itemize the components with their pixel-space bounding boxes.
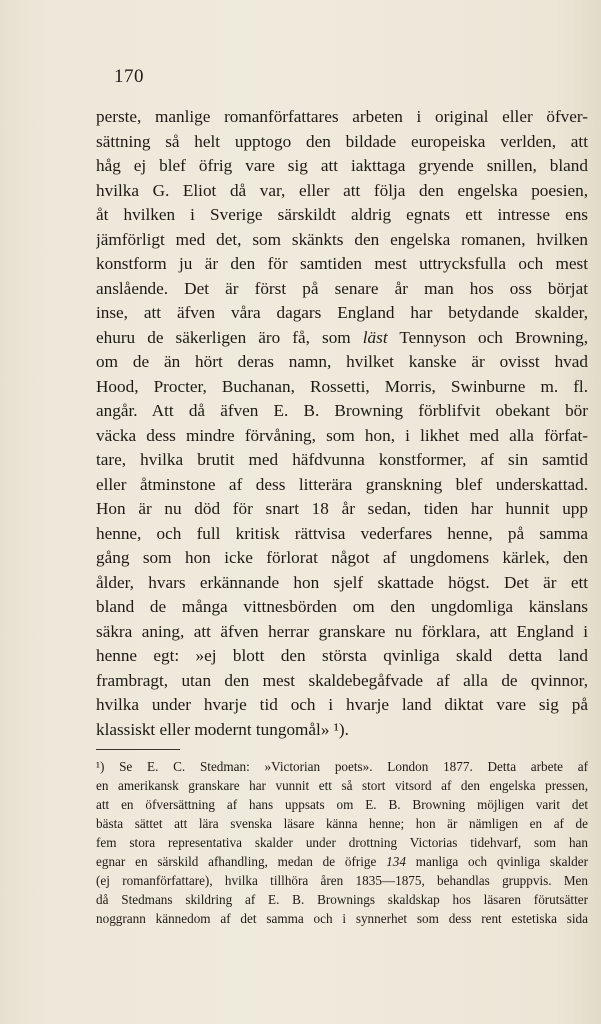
footnote-line: att en öfversättning af hans uppsats om E. B. Browning möjligen varit det [96, 797, 588, 812]
body-line: anslående. Det är först på senare år man hos oss börjat [96, 278, 588, 298]
body-line: hvilka G. Eliot då var, eller att följa den engelska poesien, [96, 180, 588, 200]
footnote-line: (ej romanförfattare), hvilka tillhöra åren 1835—1875, behandlas gruppvis. Men [96, 873, 588, 888]
body-line: Hood, Procter, Buchanan, Rossetti, Morris, Swinburne m. fl. [96, 376, 588, 396]
footnote-line: då Stedmans skildring af E. B. Brownings skaldskap hos läsaren förutsätter [96, 892, 588, 907]
page-number: 170 [114, 66, 144, 87]
body-line: frambragt, utan den mest skaldebegåfvade af alla de qvinnor, [96, 670, 588, 690]
body-line: angår. Att då äfven E. B. Browning förblifvit obekant bör [96, 401, 588, 420]
body-line: väcka dess mindre förvåning, som hon, i likhet med alla förfat- [96, 425, 588, 445]
body-line: eller åtminstone af dess litterära granskning blef underskattad. [96, 474, 588, 494]
body-line: perste, manlige romanförfattares arbeten i original eller öfver- [96, 107, 588, 126]
body-line: konstform ju är den för samtiden mest uttrycksfulla och mest [96, 254, 588, 273]
body-line: hvilka under hvarje tid och i hvarje land diktat vare sig på [96, 695, 588, 714]
body-line: åt hvilken i Sverige särskildt aldrig egnats ett intresse ens [96, 205, 588, 224]
footnote-divider [96, 749, 180, 750]
body-line: om de än hört deras namn, hvilket kanske är ovisst hvad [96, 352, 588, 371]
body-text [96, 105, 588, 742]
body-line: bland de många vittnesbörden om den ungdomliga känslans [96, 597, 588, 616]
body-line: gång som hon icke förlorat något af ungdomens kärlek, den [96, 548, 588, 567]
body-line: säkra aning, att äfven herrar granskare nu förklara, att England i [96, 621, 588, 641]
footnote-line: noggrann kännedom af det samma och i synnerhet som dess rent estetiska sida [96, 911, 588, 926]
footnote-line: fem stora representativa skalder under drottning Victorias tidehvarf, som han [96, 835, 588, 850]
body-line: jämförligt med det, som skänkts den engelska romanen, hvilken [96, 229, 588, 249]
footnotes [96, 757, 588, 928]
footnote-line: bästa sättet att lära svenska läsare känna henne; hon är nämligen en af de [96, 816, 588, 831]
body-line: Hon är nu död för snart 18 år sedan, tiden har hunnit upp [96, 499, 588, 518]
body-line: henne egt: »ej blott den största qvinliga skald detta land [96, 646, 588, 665]
body-line: tare, hvilka brutit med häfdvunna konstformer, af sin samtid [96, 450, 588, 469]
footnote-line: ¹) Se E. C. Stedman: »Victorian poets». London 1877. Detta arbete af [96, 759, 588, 774]
footnote-line: en amerikansk granskare har vunnit ett så stort vitsord af den engelska pressen, [96, 778, 588, 793]
body-line: klassiskt eller modernt tungomål» ¹). [96, 719, 349, 739]
body-line: ålder, hvars erkännande hon sjelf skattade högst. Det är ett [96, 572, 588, 592]
body-line: håg ej blef öfrig vare sig att iakttaga gryende snillen, bland [96, 156, 588, 175]
footnote-line: egnar en särskild afhandling, medan de öfrige 134 manliga och qvinliga skalder [96, 854, 588, 869]
emphasis: läst [362, 327, 388, 347]
emphasis: 134 [386, 854, 406, 869]
body-line: ehuru de säkerligen äro få, som läst Tennyson och Browning, [96, 327, 588, 347]
body-line: sättning så helt upptogo den bildade europeiska verlden, att [96, 131, 588, 151]
body-line: inse, att äfven våra dagars England har betydande skalder, [96, 303, 588, 322]
body-line: henne, och full kritisk rättvisa vederfares henne, på samma [96, 523, 588, 543]
